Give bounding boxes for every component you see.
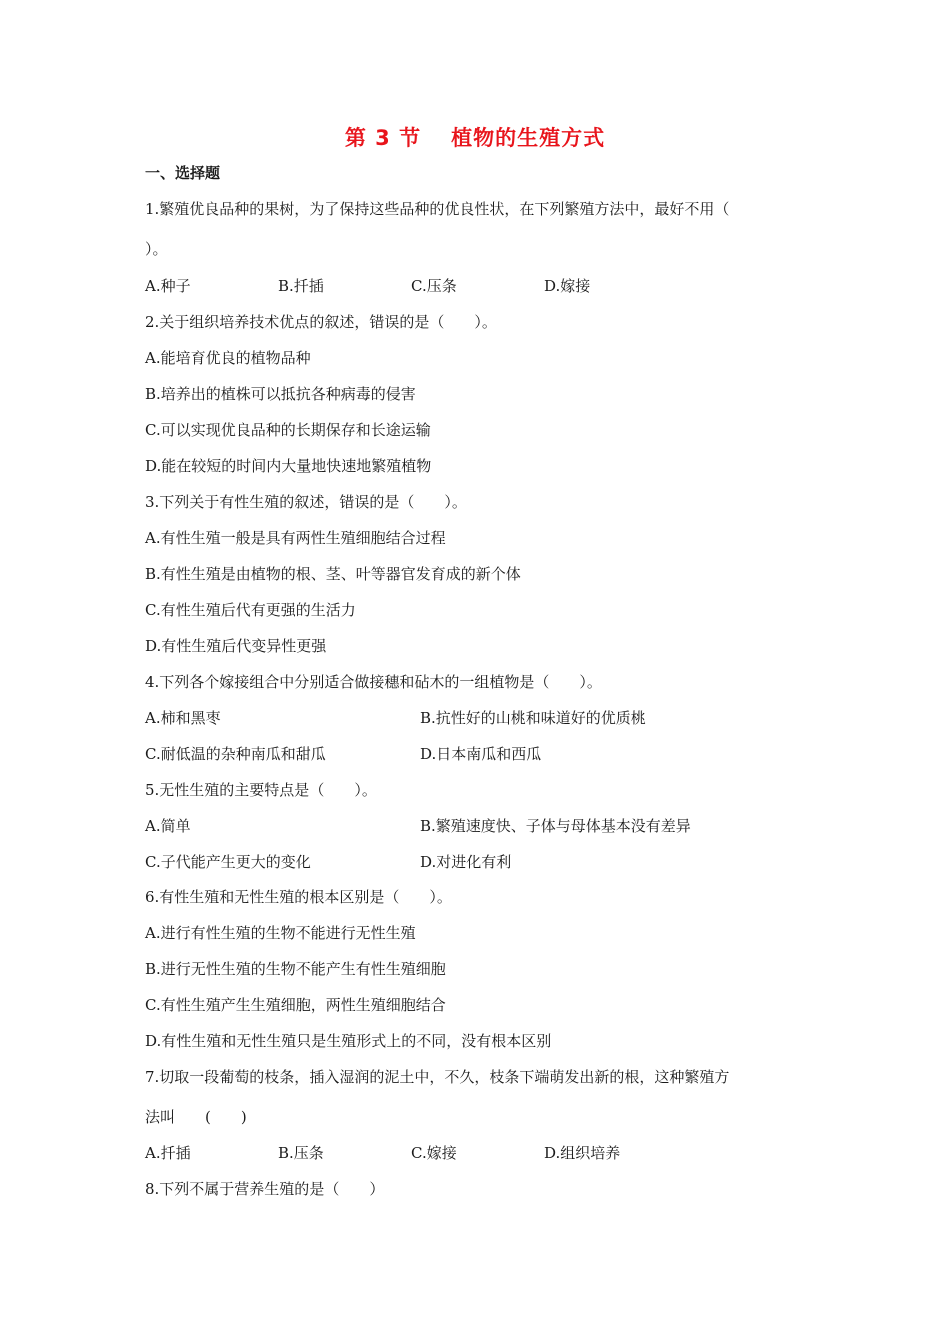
option: A.扦插 <box>145 1144 191 1162</box>
option: C.压条 <box>411 277 457 295</box>
question-2-stem: 2.关于组织培养技术优点的叙述，错误的是（ ）。 <box>145 313 497 331</box>
option: A.简单 <box>145 817 191 835</box>
option: B.有性生殖是由植物的根、茎、叶等器官发育成的新个体 <box>145 565 521 583</box>
title-section-number: 第 3 节 <box>344 126 422 150</box>
question-1-stem: 1.繁殖优良品种的果树，为了保持这些品种的优良性状，在下列繁殖方法中，最好不用（ <box>145 200 730 218</box>
section-heading: 一、选择题 <box>145 164 221 182</box>
option: C.有性生殖后代有更强的生活力 <box>145 601 356 619</box>
title-topic: 植物的生殖方式 <box>451 126 606 150</box>
option: A.柿和黑枣 <box>145 709 221 727</box>
option: B.扦插 <box>278 277 324 295</box>
option: D.对进化有利 <box>420 853 512 871</box>
page-title <box>0 122 950 152</box>
option: C.子代能产生更大的变化 <box>145 853 311 871</box>
option: A.种子 <box>145 277 191 295</box>
option: D.有性生殖后代变异性更强 <box>145 637 327 655</box>
question-7-stem-continued: 法叫 ( ) <box>145 1108 247 1126</box>
option: C.可以实现优良品种的长期保存和长途运输 <box>145 421 431 439</box>
option: D.能在较短的时间内大量地快速地繁殖植物 <box>145 457 432 475</box>
option: D.组织培养 <box>544 1144 621 1162</box>
option: C.耐低温的杂种南瓜和甜瓜 <box>145 745 326 763</box>
option: A.有性生殖一般是具有两性生殖细胞结合过程 <box>145 529 446 547</box>
option: C.有性生殖产生生殖细胞，两性生殖细胞结合 <box>145 996 446 1014</box>
question-8-stem: 8.下列不属于营养生殖的是（ ） <box>145 1180 385 1198</box>
question-7-stem: 7.切取一段葡萄的枝条，插入湿润的泥土中，不久，枝条下端萌发出新的根，这种繁殖方 <box>145 1068 730 1086</box>
option: D.有性生殖和无性生殖只是生殖形式上的不同，没有根本区别 <box>145 1032 552 1050</box>
option: D.日本南瓜和西瓜 <box>420 745 542 763</box>
option: D.嫁接 <box>544 277 591 295</box>
option: A.进行有性生殖的生物不能进行无性生殖 <box>145 924 416 942</box>
option: C.嫁接 <box>411 1144 457 1162</box>
question-4-stem: 4.下列各个嫁接组合中分别适合做接穗和砧木的一组植物是（ ）。 <box>145 673 602 691</box>
question-6-stem: 6.有性生殖和无性生殖的根本区别是（ ）。 <box>145 888 452 906</box>
option: B.进行无性生殖的生物不能产生有性生殖细胞 <box>145 960 446 978</box>
question-5-stem: 5.无性生殖的主要特点是（ ）。 <box>145 781 377 799</box>
question-3-stem: 3.下列关于有性生殖的叙述，错误的是（ ）。 <box>145 493 467 511</box>
question-1-stem-continued: ）。 <box>145 240 168 258</box>
option: B.培养出的植株可以抵抗各种病毒的侵害 <box>145 385 416 403</box>
option: A.能培育优良的植物品种 <box>145 349 311 367</box>
option: B.压条 <box>278 1144 324 1162</box>
option: B.繁殖速度快、子体与母体基本没有差异 <box>420 817 691 835</box>
option: B.抗性好的山桃和味道好的优质桃 <box>420 709 646 727</box>
